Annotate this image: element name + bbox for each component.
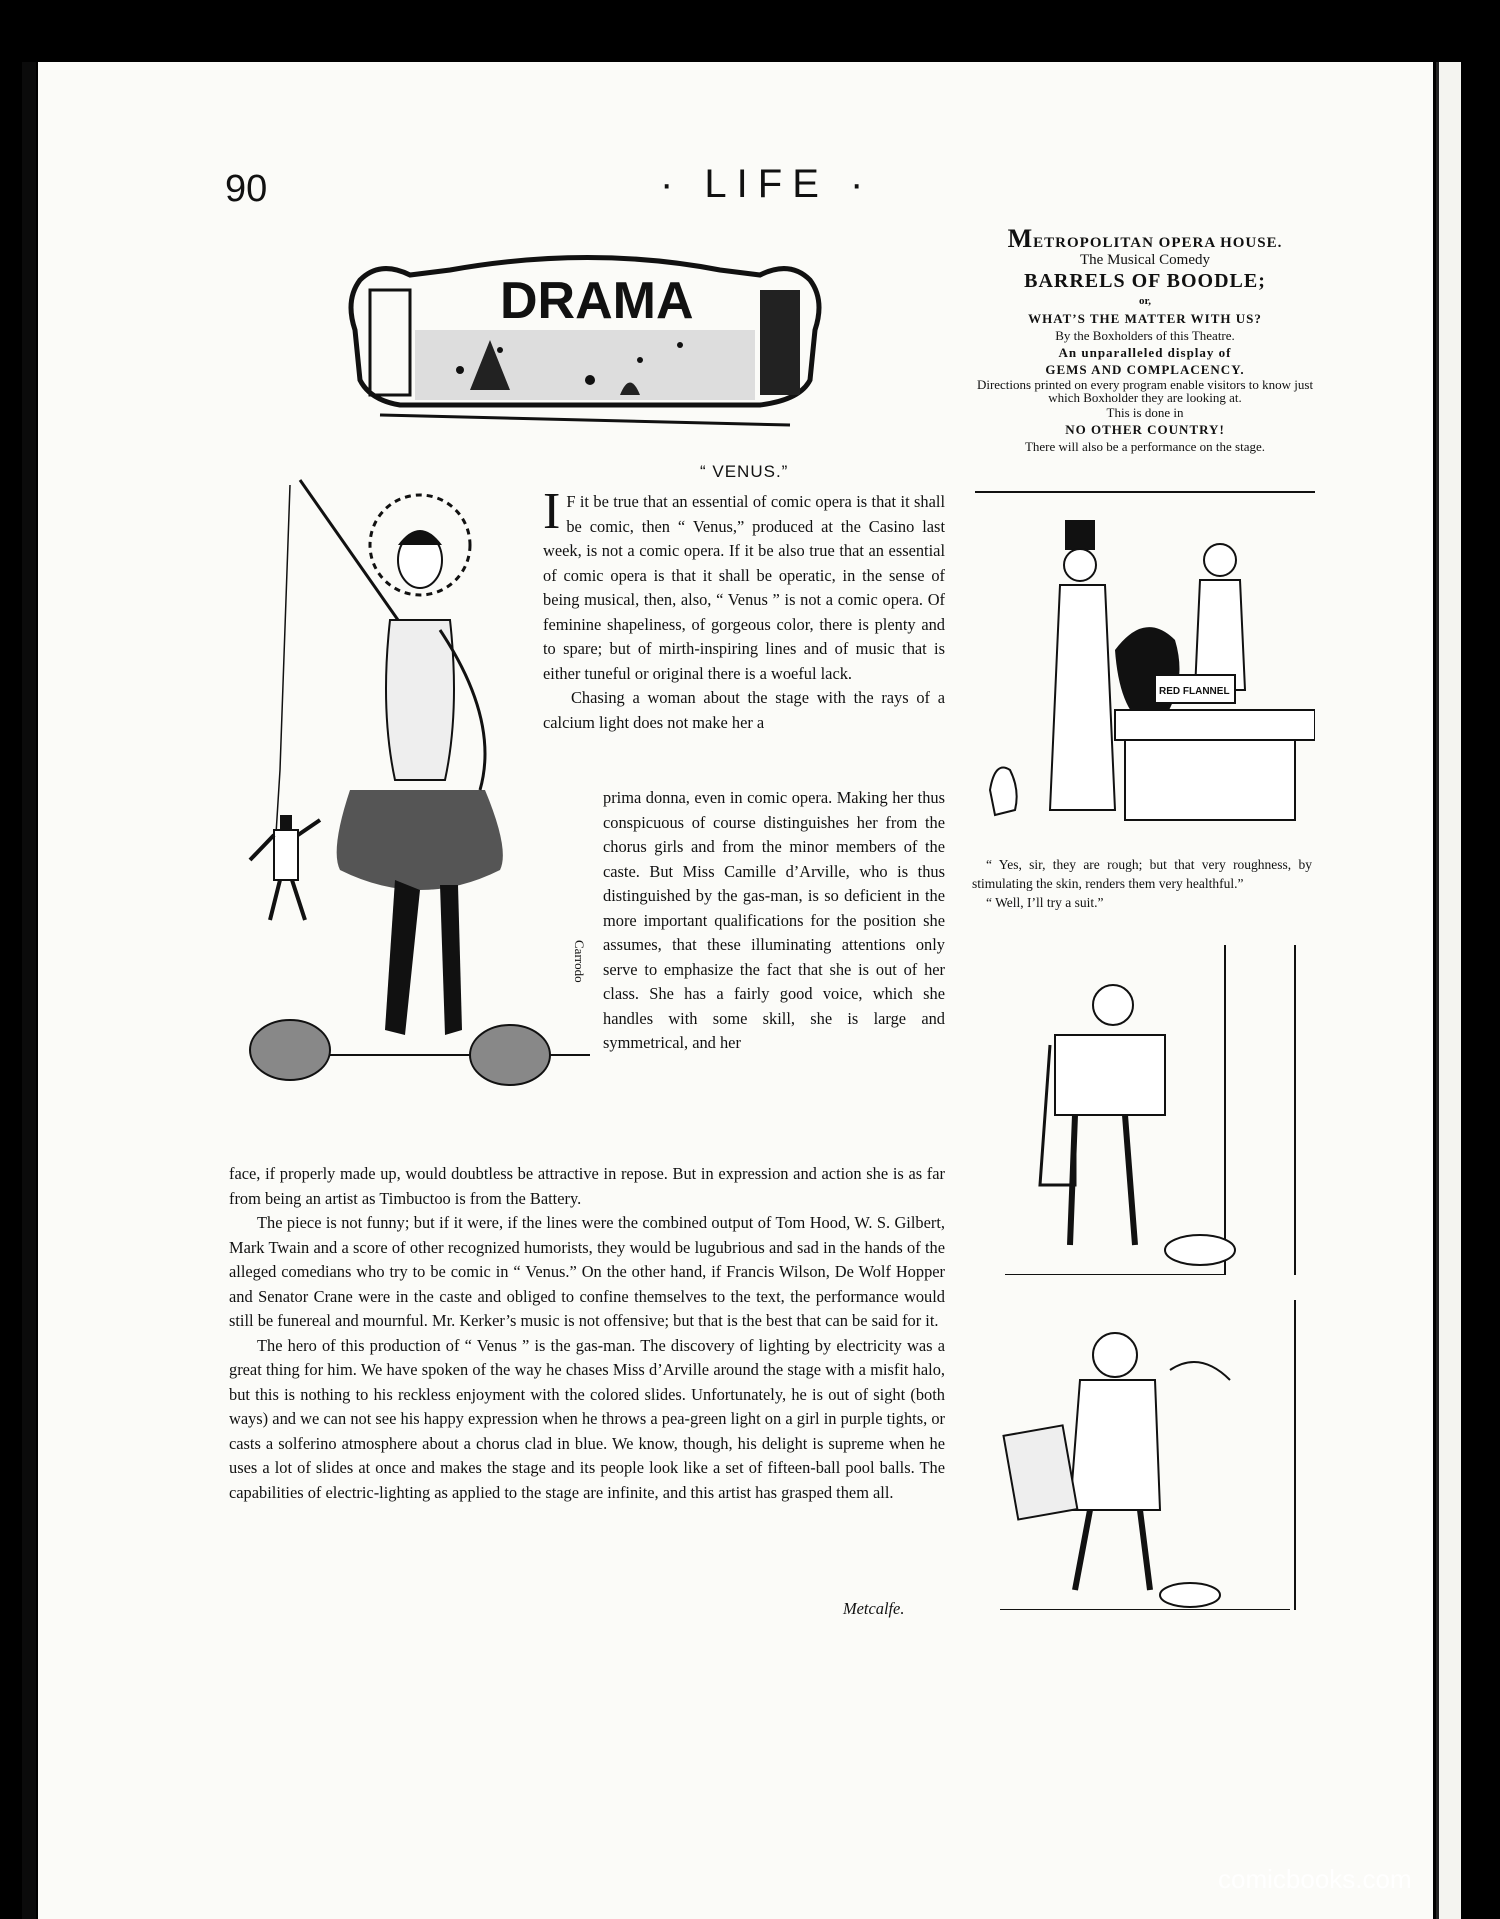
article-column-upper: [543, 483, 945, 735]
ad-alt-title: WHAT’S THE MATTER WITH US?: [1028, 311, 1262, 326]
seated-man-cartoon: [990, 1300, 1320, 1610]
article-paragraph-1: F it be true that an essential of comic opera is that it shall be comic, then “ Venus,” produced at the Casino last week, is not a comic opera. If it be also true that an essential of comic opera is that it shall be operatic, in the sense of being musical, then, also, “ Venus ” is not a comic opera. Of feminine shapeliness, of gorgeous color, there is plenty and to spare; but of mirth-inspiring lines and of music that is either tuneful or original there is a woeful lack.: [543, 492, 945, 683]
article-paragraph-2-end: face, if properly made up, would doubtless be attractive in repose. But in expression and action she is as far from being an artist as Timbuctoo is from the Battery.: [229, 1164, 945, 1208]
site-watermark: comicbooks.com: [1218, 1864, 1412, 1894]
ad-show-title: BARRELS OF BOODLE;: [1024, 270, 1266, 292]
cartoon-caption-2: “ Well, I’ll try a suit.”: [986, 895, 1104, 910]
next-page-edge: [1436, 62, 1461, 1919]
ad-directions: Directions printed on every program enable visitors to know just which Boxholder they are looking at.: [976, 377, 1314, 405]
ad-subtitle: The Musical Comedy: [1080, 252, 1210, 268]
ad-rule: [975, 491, 1315, 493]
article-paragraph-3: The piece is not funny; but if it were, if the lines were the combined output of Tom Hood, W. S. Gilbert, Mark Twain and a score of other recognized humorists, they would be lugubrious and sad in the hands of the alleged comedians who try to be comic in “ Venus.” On the other hand, if Francis Wilson, De Wolf Hopper and Senator Crane were in the caste and obliged to confine themselves to the text, the performance would still be funereal and mournful. Mr. Kerker’s music is not offensive; but that is the best that can be said for it.: [229, 1213, 945, 1330]
article-paragraph-2-middle: prima donna, even in comic opera. Making her thus conspicuous of course distinguishes her from the chorus girls and from the minor members of the caste. But Miss Camille d’Arville, who is thus distinguished by the gas-man, is so deficient in the more important qualifications for the position she assumes, that these illuminating attentions only serve to emphasize the fact that she is out of her class. She has a fairly good voice, which she handles with some skill, she is large and symmetrical, and her: [603, 788, 945, 1052]
ad-gems: GEMS AND COMPLACENCY.: [1045, 362, 1245, 377]
cartoon-caption-1: “ Yes, sir, they are rough; but that very roughness, by stimulating the skin, renders them very healthful.”: [972, 857, 1312, 891]
ad-display-line: An unparalleled display of: [1058, 345, 1232, 360]
reading-man-cartoon: [995, 945, 1315, 1275]
drama-banner-illustration: [340, 240, 830, 440]
illustrator-signature: Carrodo: [572, 940, 587, 983]
binding-gutter: [22, 62, 36, 1919]
flannel-box-label: RED FLANNEL: [1159, 686, 1230, 697]
article-signature: Metcalfe.: [843, 1599, 905, 1618]
ad-or: or,: [1138, 295, 1152, 307]
ad-footer: There will also be a performance on the stage.: [1024, 439, 1266, 454]
article-paragraph-4: The hero of this production of “ Venus ” is the gas-man. The discovery of lighting by electricity was a great thing for him. We have spoken of the way he chases Miss d’Arville around the stage with a misfit halo, but this is nothing to his reckless enjoyment with the colored slides. Unfortunately, he is out of sight (both ways) and we can not see his happy expression when he throws a pea-green light on a girl in purple tights, or casts a solferino atmosphere about a chorus clad in blue. We know, though, his delight is supreme when he uses a lot of slides at once and makes the stage and its people look like a set of fifteen-ball pool balls. The capabilities of electric-lighting as applied to the stage are infinite, and this artist has grasped them all.: [229, 1335, 945, 1502]
article-column-full: [229, 1162, 945, 1505]
ad-done-in: This is done in: [1106, 405, 1184, 420]
magazine-title: · LIFE ·: [660, 162, 874, 206]
article-title: “ VENUS.”: [700, 462, 789, 481]
article-paragraph-2-start: Chasing a woman about the stage with the rays of a calcium light does not make her a: [543, 688, 945, 732]
article-column-narrow: [603, 786, 945, 1056]
drop-cap: I: [543, 483, 561, 540]
cartoon-caption: [972, 855, 1312, 912]
page-number: 90: [225, 168, 268, 210]
shop-counter-cartoon: [975, 510, 1315, 840]
opera-house-advertisement: [970, 224, 1320, 455]
ad-headline: METROPOLITAN OPERA HOUSE.: [1007, 224, 1283, 253]
ad-byline: By the Boxholders of this Theatre.: [1055, 328, 1235, 343]
drama-banner-word: DRAMA: [500, 272, 694, 330]
ad-no-other-country: NO OTHER COUNTRY!: [1065, 422, 1225, 437]
